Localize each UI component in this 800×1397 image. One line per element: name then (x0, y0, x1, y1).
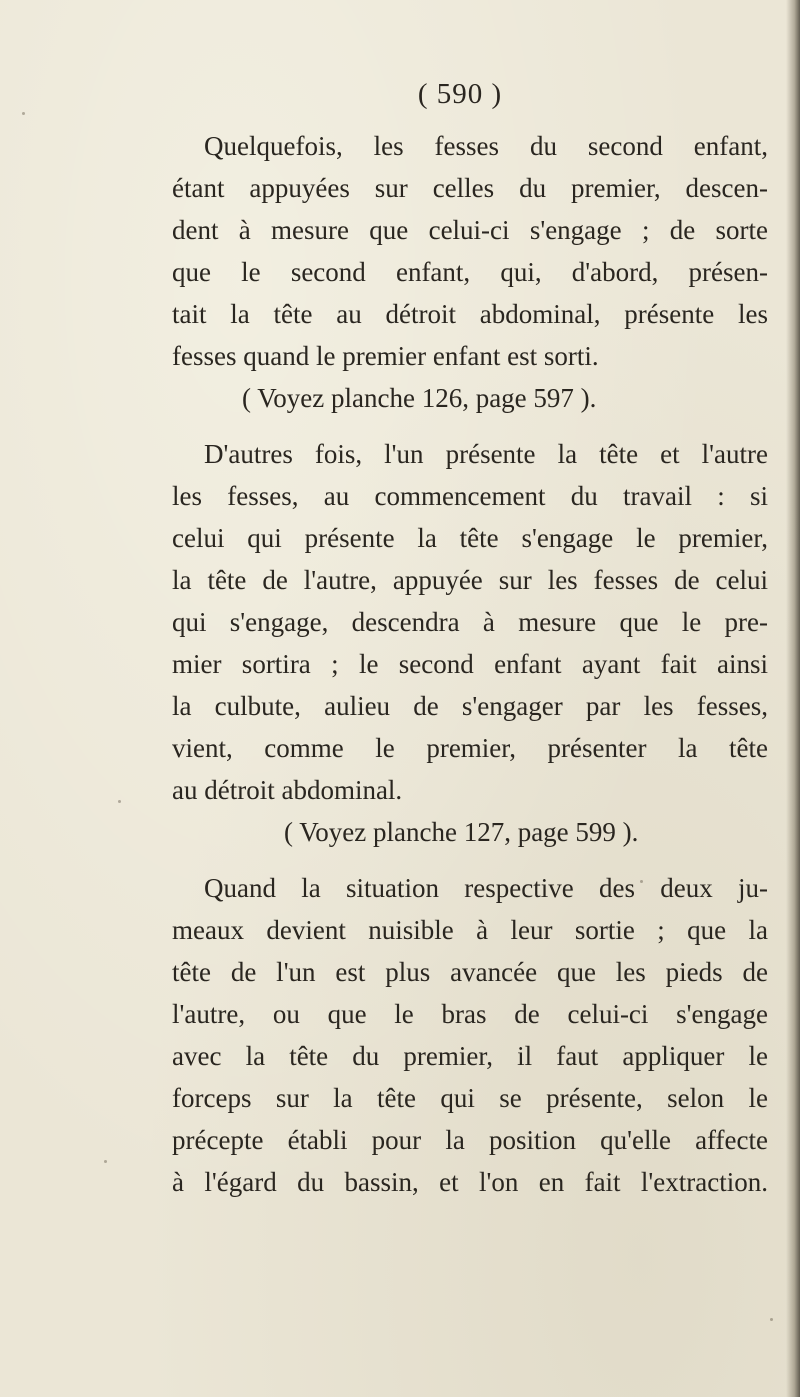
text-line: la tête de l'autre, appuyée sur les fesses de celui (172, 565, 768, 595)
page-number: ( 590 ) (417, 78, 503, 110)
text-line: qui s'engage, descendra à mesure que le pre- (172, 607, 768, 637)
text-line: étant appuyées sur celles du premier, descen- (172, 173, 768, 203)
text-line: tait la tête au détroit abdominal, présente les (172, 299, 768, 329)
paragraph-1 (172, 125, 768, 377)
text-line: la culbute, aulieu de s'engager par les fesses, (172, 691, 768, 721)
paper-speck (770, 1318, 773, 1321)
text-line: mier sortira ; le second enfant ayant fait ainsi (172, 649, 768, 679)
paragraph-3 (172, 867, 768, 1203)
text-line: Quelquefois, les fesses du second enfant, (204, 131, 768, 161)
text-line: les fesses, au commencement du travail : si (172, 481, 768, 511)
text-line: forceps sur la tête qui se présente, selon le (172, 1083, 768, 1113)
text-line: vient, comme le premier, présenter la tête (172, 733, 768, 763)
text-line: tête de l'un est plus avancée que les pieds de (172, 957, 768, 987)
text-line: à l'égard du bassin, et l'on en fait l'extraction. (172, 1167, 768, 1197)
text-line: l'autre, ou que le bras de celui-ci s'engage (172, 999, 768, 1029)
text-line: Quand la situation respective des deux ju- (204, 873, 768, 903)
paragraph-2 (172, 433, 768, 811)
text-line: D'autres fois, l'un présente la tête et l'autre (204, 439, 768, 469)
paper-speck (22, 112, 25, 115)
text-line: que le second enfant, qui, d'abord, présen- (172, 257, 768, 287)
text-line: celui qui présente la tête s'engage le premier, (172, 523, 768, 553)
text-line: au détroit abdominal. (172, 775, 403, 805)
text-line: précepte établi pour la position qu'elle affecte (172, 1125, 768, 1155)
page-edge-shadow (786, 0, 800, 1397)
text-line: fesses quand le premier enfant est sorti. (172, 341, 599, 371)
body-text (172, 125, 768, 1203)
plate-reference: ( Voyez planche 126, page 597 ). (242, 383, 597, 413)
paper-speck (118, 800, 121, 803)
text-line: meaux devient nuisible à leur sortie ; que la (172, 915, 768, 945)
text-line: dent à mesure que celui-ci s'engage ; de sorte (172, 215, 768, 245)
plate-reference: ( Voyez planche 127, page 599 ). (284, 817, 639, 847)
text-line: avec la tête du premier, il faut appliquer le (172, 1041, 768, 1071)
paper-speck (104, 1160, 107, 1163)
